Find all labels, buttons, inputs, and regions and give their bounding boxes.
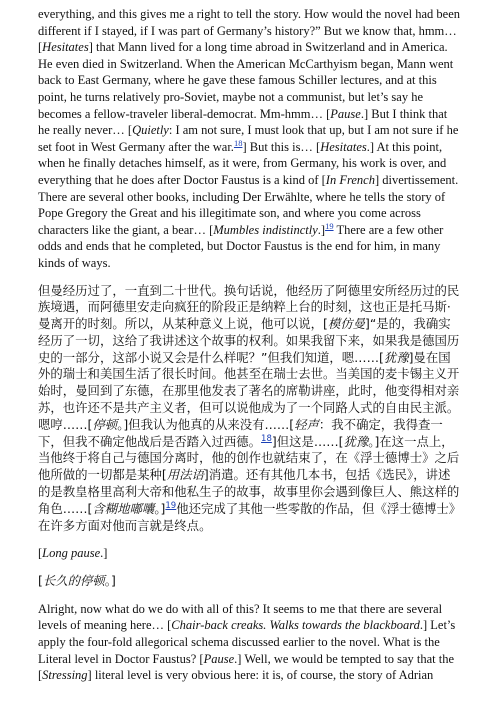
stage-direction: Stressing bbox=[42, 668, 88, 683]
stage-direction: 停顿 bbox=[92, 416, 118, 432]
stage-direction: 用法语 bbox=[166, 467, 204, 483]
text-run: ] that Mann lived for a long time abroad in Switzerland and in America. He even died in Switzerland. When the American McCarthyism began, Mann went back to East Germany, where he gave these famous Schiller lectures, and at this point, he turns relatively pro-Soviet, maybe not a communist, but let’s say he becomes a fellow-traveler liberal-democrat. Mm-hmm… [ bbox=[38, 40, 454, 121]
stage-direction: 长久的停顿 bbox=[42, 573, 105, 589]
stage-direction: 含糊地嘟囔 bbox=[92, 500, 155, 516]
text-run: 他还完成了其他一些零散的作品，但《浮士德博士》在许多方面对他而言就是终点。 bbox=[38, 500, 462, 533]
text-run: .] bbox=[317, 222, 326, 237]
stage-direction: Mumbles indistinctly bbox=[213, 222, 318, 237]
paragraph-long-pause-chinese bbox=[38, 573, 462, 590]
text-run: [ bbox=[38, 546, 43, 561]
paragraph-english-2 bbox=[38, 601, 462, 684]
text-run: : I am not sure, I must look that up, but I am not sure if he set foot in West Germany after the war. bbox=[38, 123, 459, 154]
stage-direction: Quietly bbox=[132, 123, 169, 138]
text-run: .] At this point, when he finally detaches himself, as it were, from Germany, his work is over, and everything that he does after Doctor Faustus is a kind of [ bbox=[38, 139, 447, 187]
stage-direction: 轻声 bbox=[294, 416, 319, 432]
stage-direction: Hesitates bbox=[42, 40, 89, 55]
stage-direction: Hesitates bbox=[320, 139, 367, 154]
text-run: ]曼在国外的瑞士和美国生活了很长时间。他甚至在瑞士去世。当美国的麦卡锡主义开始时，曼回到了东德，在那里他发表了著名的席勒讲座，此时，他变得相对亲苏，也许还不是共产主义者，但可以说他成为了一个同路人式的自由民主派。嗯哼……[ bbox=[38, 349, 460, 432]
stage-direction: In French bbox=[325, 172, 375, 187]
text-run: everything, and this gives me a right to tell the story. How would the novel had been different if I stayed, if I was part of Germany’s history?” But we know that, hmm… [ bbox=[38, 7, 461, 55]
text-run: ] divertissement. There are several other books, including Der Erwählte, where he tells the story of Pope Gregory the Great and his illegitimate son, and where you come across characters like the giant, a bear… [ bbox=[38, 172, 459, 237]
stage-direction: 犹豫 bbox=[383, 349, 409, 365]
stage-direction: 犹豫 bbox=[343, 433, 369, 449]
text-run: .] Let’s apply the four-fold allegorical schema discussed earlier to the novel. What is the Literal level in Doctor Faustus? [ bbox=[38, 618, 456, 666]
text-run: 但曼经历过了，一直到二十世代。换句话说，他经历了阿德里安所经历过的民族境遇，而阿德里安走向疯狂的阶段正是纳粹上台的时刻，这也正是托马斯·曼离开的时刻。所以，从某种意义上说，他可以说，[ bbox=[38, 282, 460, 332]
stage-direction: Pause bbox=[203, 651, 235, 666]
text-run: ]消遣。还有其他几本书，包括《选民》，讲述的是教皇格里高利大帝和他私生子的故事，故事里你会遇到像巨人、熊这样的角色……[ bbox=[38, 467, 460, 516]
text-run: ]“是的，我确实经历了一切，这给了我讲述这个故事的权利。如果我留下来，如果我是德国历史的一部分，这部小说又会是什么样呢？”但我们知道，嗯……[ bbox=[38, 316, 460, 365]
text-run: 。] bbox=[104, 573, 116, 589]
paragraph-long-pause-english bbox=[38, 545, 462, 562]
stage-direction: 模仿曼 bbox=[327, 316, 365, 332]
text-run: ] But this is… [ bbox=[242, 139, 321, 154]
text-run: 。] bbox=[154, 500, 166, 516]
text-run: .] bbox=[100, 546, 108, 561]
footnote-link-19[interactable]: 19 bbox=[325, 220, 334, 231]
text-run: ：我不确定，我得查一下，但我不确定他战后是否踏入过西德。 bbox=[38, 416, 443, 449]
text-run: .] Well, we would be tempted to say that the [ bbox=[38, 651, 455, 683]
stage-direction: Chair-back creaks. Walks towards the blackboard bbox=[171, 618, 420, 633]
text-run: There are a few other odds and ends that he completed, but Doctor Faustus is the end for him, in many kinds of ways. bbox=[38, 222, 444, 270]
text-run: 。]在这一点上，当他终于将自己与德国分离时，他的创作也就结束了，在《浮士德博士》之后他所做的一切都是某种[ bbox=[38, 433, 460, 483]
stage-direction: Pause bbox=[330, 106, 361, 121]
text-run: [ bbox=[38, 573, 43, 589]
text-run: 。]但我认为他真的从来没有……[ bbox=[117, 416, 295, 432]
text-run: .] But I think that he really never… [ bbox=[38, 106, 448, 138]
text-run: ]但这是……[ bbox=[271, 433, 344, 449]
text-run: Alright, now what do we do with all of this? It seems to me that there are several levels of meaning here… [ bbox=[38, 601, 443, 633]
stage-direction: Long pause bbox=[42, 546, 101, 561]
footnote-link-18[interactable]: 18 bbox=[233, 137, 243, 148]
footnote-link-18[interactable]: 18 bbox=[261, 433, 272, 444]
footnote-link-19[interactable]: 19 bbox=[165, 500, 177, 511]
paragraph-english-1 bbox=[38, 6, 462, 272]
text-run: ] literal level is very obvious here: it is, of course, the story of Adrian bbox=[87, 668, 434, 683]
paragraph-chinese-1 bbox=[38, 283, 462, 535]
